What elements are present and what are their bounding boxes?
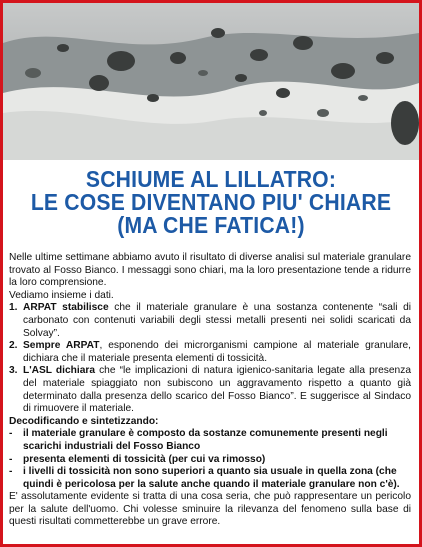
headline-line-3: (MA CHE FATICA!) [117, 212, 305, 238]
summary-text: il materiale granulare è composto da sostanze comunemente presenti negli scarichi industriali del Fosso Bianco [23, 428, 388, 452]
summary-dash: - [9, 428, 13, 440]
finding-body: che “le implicazioni di natura igienico-sanitaria legate alla presenza del materiale spiaggiato non subiscono un aggravamento rispetto a quanto già determinato dalla presenza dello scarico del Fosso Bianco”. E suggerisce al Sindaco di rimuovere il materiale. [23, 365, 411, 415]
finding-body: , esponendo dei microrganismi campione al materiale granulare, dichiara che il materiale presenta elementi di tossicità. [23, 340, 411, 364]
beach-photo [3, 3, 419, 160]
finding-text [23, 340, 411, 365]
summary-dash: - [9, 466, 13, 478]
summary-item [9, 466, 411, 491]
findings-list [9, 302, 411, 415]
finding-lead: L'ASL dichiara [23, 365, 95, 377]
finding-item [9, 365, 411, 415]
intro-paragraph: Nelle ultime settimane abbiamo avuto il risultato di diverse analisi sul materiale granulare trovato al Fosso Bianco. I messaggi sono chiari, ma la loro presentazione tende a ridurre la loro comprensione. [9, 252, 411, 289]
beach-photo-illustration [3, 3, 419, 160]
headline-line-2: LE COSE DIVENTANO PIU' CHIARE [30, 189, 392, 215]
intro-lead: Vediamo insieme i dati. [9, 289, 114, 301]
headline-line-1: SCHIUME AL LILLATRO: [85, 166, 337, 192]
summary-list [9, 428, 411, 491]
headline [3, 168, 419, 237]
finding-text [23, 365, 411, 415]
summary-heading: Decodificando e sintetizzando: [9, 415, 159, 427]
summary-text: presenta elementi di tossicità (per cui va rimosso) [23, 453, 266, 465]
finding-item [9, 302, 411, 340]
summary-dash: - [9, 453, 13, 465]
summary-item [9, 428, 411, 453]
finding-number: 1. [9, 302, 18, 314]
finding-item [9, 340, 411, 365]
conclusion-paragraph: E' assolutamente evidente si tratta di una cosa seria, che può rappresentare un pericolo per la salute dell'uomo. Chi volesse sminuire la rilevanza del fenomeno sulla base di questi risultati commetterebbe un grave errore. [9, 491, 411, 528]
summary-item [9, 454, 411, 467]
finding-number: 2. [9, 340, 18, 352]
finding-body: che il materiale granulare è una sostanza contenente “sali di carbonato con contenuti variabili degli stessi metalli presenti nei solidi scaricati da Solvay”. [23, 302, 411, 339]
finding-text [23, 302, 411, 340]
article-body [9, 252, 411, 529]
summary-text: i livelli di tossicità non sono superiori a quanto sia usuale in quella zona (che quindi è pericolosa per la salute anche quando il materiale granulare non c'è). [23, 466, 400, 490]
finding-number: 3. [9, 365, 18, 377]
finding-lead: Sempre ARPAT [23, 340, 100, 352]
finding-lead: ARPAT stabilisce [23, 302, 109, 314]
